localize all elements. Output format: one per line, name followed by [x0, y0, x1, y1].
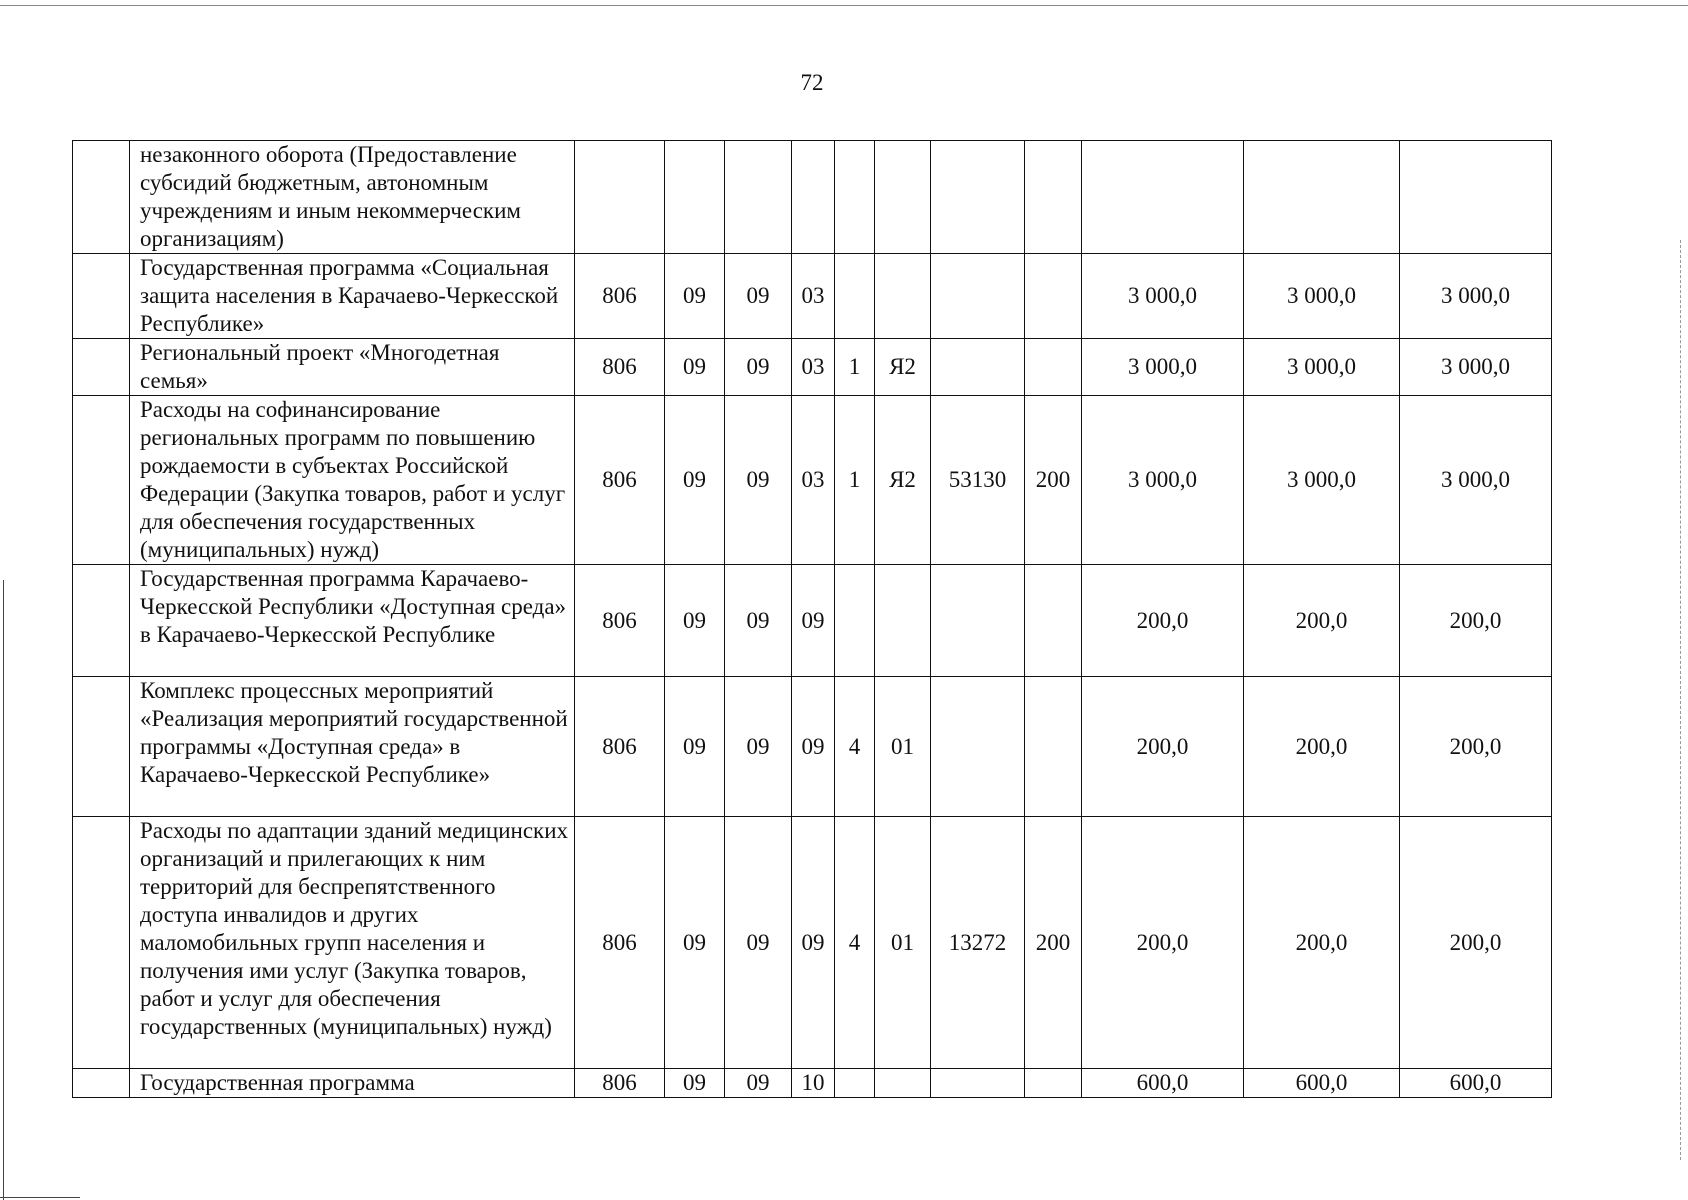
section-cell: 09	[665, 339, 725, 396]
table-row	[73, 254, 1552, 339]
ministry-cell: 806	[575, 254, 665, 339]
row-number-cell	[73, 141, 130, 254]
amount-3-cell: 600,0	[1400, 1069, 1552, 1098]
subsection-cell: 09	[725, 396, 792, 565]
direction-cell	[931, 254, 1025, 339]
program-cell: 03	[792, 396, 835, 565]
expense-type-cell	[1025, 565, 1082, 677]
amount-1-cell	[1082, 141, 1244, 254]
subprogram-cell	[835, 254, 875, 339]
amount-1-cell: 200,0	[1082, 817, 1244, 1069]
amount-1-cell: 3 000,0	[1082, 339, 1244, 396]
amount-1-cell: 3 000,0	[1082, 254, 1244, 339]
amount-1-cell: 3 000,0	[1082, 396, 1244, 565]
project-cell	[875, 254, 931, 339]
program-cell: 09	[792, 677, 835, 817]
ministry-cell: 806	[575, 1069, 665, 1098]
program-cell: 09	[792, 817, 835, 1069]
table-row	[73, 565, 1552, 677]
name-cell: незаконного оборота (Предоставление субсидий бюджетным, автономным учреждениям и иным некоммерческим организациям)	[130, 141, 575, 254]
amount-1-cell: 200,0	[1082, 565, 1244, 677]
amount-2-cell: 200,0	[1244, 677, 1400, 817]
subprogram-cell	[835, 1069, 875, 1098]
section-cell: 09	[665, 817, 725, 1069]
name-cell: Расходы на софинансирование региональных программ по повышению рождаемости в субъектах Российской Федерации (Закупка товаров, работ и услуг для обеспечения государственных (муниципальных) нужд)	[130, 396, 575, 565]
program-cell	[792, 141, 835, 254]
amount-3-cell: 200,0	[1400, 565, 1552, 677]
row-number-cell	[73, 254, 130, 339]
section-cell: 09	[665, 677, 725, 817]
program-cell: 10	[792, 1069, 835, 1098]
subprogram-cell: 4	[835, 817, 875, 1069]
program-cell: 09	[792, 565, 835, 677]
name-cell: Комплекс процессных мероприятий «Реализация мероприятий государственной программы «Доступная среда» в Карачаево-Черкесской Республике»	[130, 677, 575, 817]
ministry-cell: 806	[575, 565, 665, 677]
subprogram-cell	[835, 565, 875, 677]
subsection-cell: 09	[725, 254, 792, 339]
row-number-cell	[73, 677, 130, 817]
project-cell: Я2	[875, 339, 931, 396]
scan-border-right	[1680, 240, 1681, 1160]
amount-3-cell	[1400, 141, 1552, 254]
section-cell: 09	[665, 565, 725, 677]
row-number-cell	[73, 565, 130, 677]
amount-2-cell: 600,0	[1244, 1069, 1400, 1098]
amount-2-cell: 200,0	[1244, 565, 1400, 677]
amount-3-cell: 3 000,0	[1400, 339, 1552, 396]
subprogram-cell: 1	[835, 339, 875, 396]
subprogram-cell	[835, 141, 875, 254]
project-cell: 01	[875, 817, 931, 1069]
name-cell: Государственная программа «Социальная защита населения в Карачаево-Черкесской Республике»	[130, 254, 575, 339]
program-cell: 03	[792, 254, 835, 339]
amount-2-cell	[1244, 141, 1400, 254]
budget-table	[72, 140, 1552, 1098]
amount-1-cell: 600,0	[1082, 1069, 1244, 1098]
direction-cell: 53130	[931, 396, 1025, 565]
row-number-cell	[73, 396, 130, 565]
section-cell: 09	[665, 396, 725, 565]
row-number-cell	[73, 1069, 130, 1098]
scan-border-bottom	[0, 1197, 80, 1198]
table-row	[73, 141, 1552, 254]
table-row	[73, 817, 1552, 1069]
name-cell: Государственная программа	[130, 1069, 575, 1098]
expense-type-cell: 200	[1025, 396, 1082, 565]
expense-type-cell	[1025, 677, 1082, 817]
subsection-cell: 09	[725, 339, 792, 396]
table-row	[73, 396, 1552, 565]
amount-3-cell: 200,0	[1400, 817, 1552, 1069]
project-cell: Я2	[875, 396, 931, 565]
section-cell	[665, 141, 725, 254]
amount-3-cell: 3 000,0	[1400, 254, 1552, 339]
project-cell: 01	[875, 677, 931, 817]
expense-type-cell	[1025, 254, 1082, 339]
amount-3-cell: 3 000,0	[1400, 396, 1552, 565]
ministry-cell: 806	[575, 817, 665, 1069]
amount-2-cell: 200,0	[1244, 817, 1400, 1069]
scan-border-top	[0, 5, 1688, 6]
subsection-cell: 09	[725, 1069, 792, 1098]
subsection-cell	[725, 141, 792, 254]
ministry-cell: 806	[575, 396, 665, 565]
ministry-cell: 806	[575, 677, 665, 817]
expense-type-cell	[1025, 339, 1082, 396]
direction-cell	[931, 141, 1025, 254]
amount-2-cell: 3 000,0	[1244, 254, 1400, 339]
table-row	[73, 339, 1552, 396]
name-cell: Региональный проект «Многодетная семья»	[130, 339, 575, 396]
subsection-cell: 09	[725, 677, 792, 817]
section-cell: 09	[665, 1069, 725, 1098]
table-row	[73, 677, 1552, 817]
expense-type-cell	[1025, 1069, 1082, 1098]
ministry-cell	[575, 141, 665, 254]
subsection-cell: 09	[725, 565, 792, 677]
row-number-cell	[73, 339, 130, 396]
expense-type-cell	[1025, 141, 1082, 254]
direction-cell: 13272	[931, 817, 1025, 1069]
direction-cell	[931, 677, 1025, 817]
program-cell: 03	[792, 339, 835, 396]
subprogram-cell: 4	[835, 677, 875, 817]
direction-cell	[931, 1069, 1025, 1098]
amount-2-cell: 3 000,0	[1244, 339, 1400, 396]
amount-3-cell: 200,0	[1400, 677, 1552, 817]
direction-cell	[931, 339, 1025, 396]
scan-border-left	[3, 580, 4, 1200]
project-cell	[875, 565, 931, 677]
name-cell: Государственная программа Карачаево-Черкесской Республики «Доступная среда» в Карачаево-Черкесской Республике	[130, 565, 575, 677]
table-row	[73, 1069, 1552, 1098]
amount-2-cell: 3 000,0	[1244, 396, 1400, 565]
amount-1-cell: 200,0	[1082, 677, 1244, 817]
project-cell	[875, 141, 931, 254]
table-body	[73, 141, 1552, 1098]
subprogram-cell: 1	[835, 396, 875, 565]
page-number: 72	[800, 70, 824, 95]
subsection-cell: 09	[725, 817, 792, 1069]
expense-type-cell: 200	[1025, 817, 1082, 1069]
name-cell: Расходы по адаптации зданий медицинских организаций и прилегающих к ним территорий для беспрепятственного доступа инвалидов и других маломобильных групп населения и получения ими услуг (Закупка товаров, работ и услуг для обеспечения государственных (муниципальных) нужд)	[130, 817, 575, 1069]
project-cell	[875, 1069, 931, 1098]
ministry-cell: 806	[575, 339, 665, 396]
row-number-cell	[73, 817, 130, 1069]
section-cell: 09	[665, 254, 725, 339]
direction-cell	[931, 565, 1025, 677]
